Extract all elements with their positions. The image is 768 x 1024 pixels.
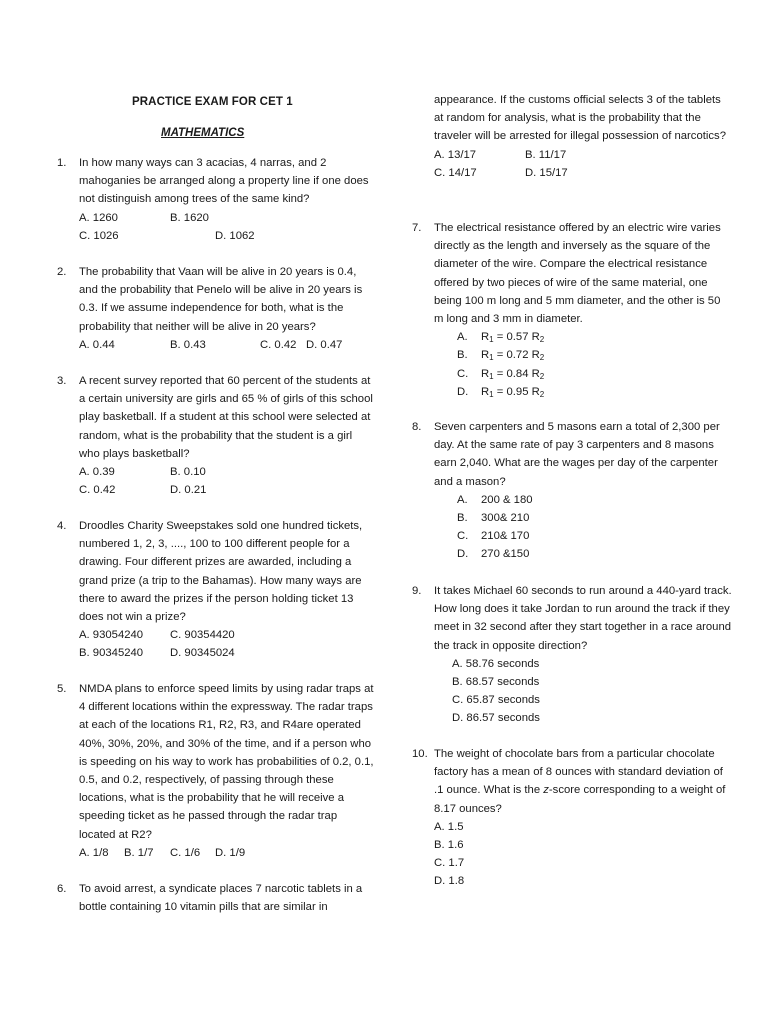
question-3 bbox=[57, 372, 375, 499]
option-a: A. 58.76 seconds bbox=[452, 657, 540, 670]
option-c: C. 65.87 seconds bbox=[452, 694, 540, 707]
option-c: C. 1/6 bbox=[170, 846, 201, 859]
question-number: 4. bbox=[57, 520, 67, 532]
option-b: B. $R_1 = 0.72$ $R_2$ bbox=[457, 349, 545, 363]
option-c: C. 1.7 bbox=[434, 857, 465, 870]
option-b: B. 0.10 bbox=[170, 466, 206, 479]
question-number: 10. bbox=[412, 748, 428, 760]
option-b: B. 1.6 bbox=[434, 839, 464, 851]
question-9 bbox=[412, 582, 732, 728]
question-text: In how many ways can 3 acacias, 4 narras, and 2 mahoganies be arranged along a property line if one does not distinguish among trees of the same kind? bbox=[79, 157, 369, 206]
option-c: C. 90354420 bbox=[170, 629, 235, 642]
option-b: B. 1/7 bbox=[124, 846, 154, 859]
option-b: B. 90345240 bbox=[79, 647, 144, 660]
question-4 bbox=[57, 517, 375, 663]
question-10 bbox=[412, 745, 732, 891]
question-text: NMDA plans to enforce speed limits by using radar traps at 4 different locations within the expressway. The radar traps at each of the locations R1, R2, R3, and R4are operated 40%, 30%, 20%, and 30% of the time, and if a person who is speeding on his way to work has probabilities of 0.2, 0.1, 0.5, and 0.2, respectively, of passing through these locations, what is the probability that he will receive a speeding ticket as he passed through the radar trap located at R2? bbox=[79, 683, 374, 841]
question-number: 3. bbox=[57, 375, 67, 387]
answer-options bbox=[79, 844, 375, 862]
question-7 bbox=[412, 219, 732, 401]
answer-options bbox=[434, 818, 732, 891]
option-a: A. 1260 bbox=[79, 211, 118, 224]
question-text: Seven carpenters and 5 masons earn a total of 2,300 per day. At the same rate of pay 3 carpenters and 8 masons earn 2,040. What are the wages per day of the carpenter and a mason? bbox=[434, 421, 720, 488]
question-number: 1. bbox=[57, 157, 67, 169]
question-text: Droodles Charity Sweepstakes sold one hundred tickets, numbered 1, 2, 3, ...., 100 to 100 different people for a drawing. Four different prizes are awarded, including a grand prize (a trip to the Bahamas). How many ways are there to award the prizes if the person holding ticket 13 does not win a prize? bbox=[79, 520, 363, 624]
option-c: C. 1026 bbox=[79, 229, 119, 242]
question-number: 9. bbox=[412, 585, 422, 597]
option-d: D. 90345024 bbox=[170, 647, 235, 660]
option-c: C. 14/17 bbox=[434, 166, 477, 179]
option-d: D. 270 &150 bbox=[457, 548, 530, 561]
question-text: A recent survey reported that 60 percent of the students at a certain university are girls and 65 % of girls of this school play basketball. If a student at this school were selected at random, what is the probability that the student is a girl who plays basketball? bbox=[79, 375, 373, 460]
question-text: The weight of chocolate bars from a particular chocolate factory has a mean of 8 ounces with standard deviation of .1 ounce. What is the z-score corresponding to a weight of 8.17 ounces? bbox=[434, 748, 726, 815]
option-b: B. 300& 210 bbox=[457, 512, 530, 524]
option-b: B. 68.57 seconds bbox=[452, 676, 540, 688]
answer-options bbox=[79, 626, 375, 662]
option-a: A. 1/8 bbox=[79, 846, 109, 859]
option-c: C. $R_1 = 0.84$ $R_2$ bbox=[457, 367, 545, 381]
option-d: D. 1/9 bbox=[215, 846, 246, 859]
question-number: 6. bbox=[57, 883, 67, 895]
answer-options bbox=[79, 463, 375, 499]
page-title: PRACTICE EXAM FOR CET 1 bbox=[132, 96, 293, 108]
option-a: A. 200 & 180 bbox=[457, 493, 533, 506]
answer-options bbox=[79, 336, 375, 354]
option-b: B. 11/17 bbox=[525, 148, 567, 161]
question-text: appearance. If the customs official selects 3 of the tablets at random for analysis, what is the probability that the traveler will be arrested for illegal possession of narcotics? bbox=[434, 94, 726, 143]
question-number: 5. bbox=[57, 683, 67, 695]
answer-options bbox=[452, 655, 732, 728]
question-text: The electrical resistance offered by an electric wire varies directly as the length and inversely as the square of the diameter of the wire. Compare the electrical resistance offered by two pieces of wire of the same material, one being 100 m long and 5 mm diameter, and the other is 50 m long and 3 mm in diameter. bbox=[434, 222, 721, 326]
option-a: A. 0.39 bbox=[79, 466, 115, 479]
option-d: D. 0.47 bbox=[306, 338, 343, 351]
option-d: D. 0.21 bbox=[170, 484, 207, 497]
answer-options bbox=[79, 209, 375, 245]
option-a: A. $R_1 = 0.57$ $R_2$ bbox=[457, 331, 545, 345]
question-5 bbox=[57, 680, 375, 862]
answer-options bbox=[457, 491, 732, 564]
subject-heading: MATHEMATICS bbox=[161, 127, 245, 139]
option-c: C. 0.42 bbox=[79, 484, 116, 497]
option-d: D. $R_1 = 0.95$ $R_2$ bbox=[457, 385, 545, 399]
question-2 bbox=[57, 263, 375, 354]
option-d: D. 86.57 seconds bbox=[452, 712, 540, 725]
question-8 bbox=[412, 418, 732, 564]
answer-options bbox=[434, 146, 732, 182]
question-1 bbox=[57, 154, 375, 245]
question-number: 2. bbox=[57, 266, 67, 278]
option-a: A. 0.44 bbox=[79, 338, 115, 351]
option-b: B. 1620 bbox=[170, 211, 209, 224]
question-number: 8. bbox=[412, 421, 422, 433]
option-a: A. 1.5 bbox=[434, 820, 464, 833]
question-text: The probability that Vaan will be alive in 20 years is 0.4, and the probability that Penelo will be alive in 20 years is 0.3. If we assume independence for both, what is the probability that neither will be alive in 20 years? bbox=[79, 266, 363, 333]
option-d: D. 1062 bbox=[215, 229, 255, 242]
option-d: D. 15/17 bbox=[525, 166, 568, 179]
option-a: A. 13/17 bbox=[434, 148, 477, 161]
option-c: C. 0.42 bbox=[260, 338, 297, 351]
question-6-continued bbox=[412, 91, 732, 182]
option-d: D. 1.8 bbox=[434, 875, 465, 888]
question-text: It takes Michael 60 seconds to run around a 440-yard track. How long does it take Jordan to run around the track if they meet in 32 second after they start together in a race around the track in opposite direction? bbox=[434, 585, 732, 652]
question-text: To avoid arrest, a syndicate places 7 narcotic tablets in a bottle containing 10 vitamin pills that are similar in bbox=[79, 883, 363, 914]
option-b: B. 0.43 bbox=[170, 338, 206, 351]
answer-options bbox=[457, 328, 732, 401]
question-6-start bbox=[57, 880, 375, 916]
question-number: 7. bbox=[412, 222, 422, 234]
option-c: C. 210& 170 bbox=[457, 530, 530, 543]
option-a: A. 93054240 bbox=[79, 629, 144, 642]
